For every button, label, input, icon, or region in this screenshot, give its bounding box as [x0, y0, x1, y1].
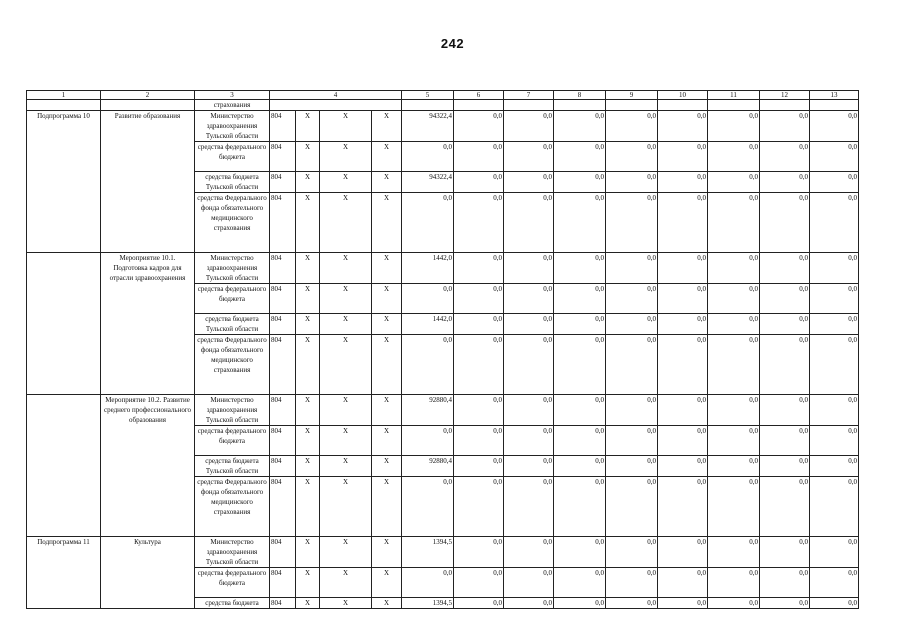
event-cell: Мероприятие 10.1. Подготовка кадров для отрасли здравоохранения — [101, 253, 195, 395]
value-cell: 0,0 — [658, 314, 708, 335]
value-cell: 0,0 — [708, 456, 760, 477]
x-cell: X — [372, 598, 402, 609]
source-cell: Министерство здравоохранения Тульской области — [195, 395, 270, 426]
value-cell: 0,0 — [810, 284, 859, 314]
source-cell: средства Федерального фонда обязательного медицинского страхования — [195, 335, 270, 395]
value-cell: 0,0 — [606, 426, 658, 456]
value-cell: 0,0 — [810, 172, 859, 193]
value-cell: 0,0 — [504, 142, 554, 172]
value-cell: 0,0 — [810, 395, 859, 426]
value-cell: 0,0 — [454, 395, 504, 426]
code-cell: 804 — [270, 568, 296, 598]
x-cell: X — [320, 253, 372, 284]
value-cell: 0,0 — [810, 598, 859, 609]
value-cell: 0,0 — [810, 426, 859, 456]
value-cell: 0,0 — [504, 395, 554, 426]
x-cell: X — [296, 456, 320, 477]
value-cell: 0,0 — [606, 193, 658, 253]
table-body — [27, 91, 859, 609]
value-cell: 0,0 — [810, 142, 859, 172]
value-cell: 0,0 — [504, 172, 554, 193]
source-cell: средства федерального бюджета — [195, 142, 270, 172]
value-cell: 0,0 — [708, 537, 760, 568]
page-number: 242 — [440, 36, 465, 51]
empty-cell — [708, 100, 760, 111]
source-cell: средства бюджета Тульской области — [195, 314, 270, 335]
value-cell: 0,0 — [504, 335, 554, 395]
value-cell: 0,0 — [554, 335, 606, 395]
x-cell: X — [372, 426, 402, 456]
value-cell: 0,0 — [606, 477, 658, 537]
x-cell: X — [372, 253, 402, 284]
value-cell: 0,0 — [504, 477, 554, 537]
value-cell: 0,0 — [760, 456, 810, 477]
total-cell: 0,0 — [402, 335, 454, 395]
x-cell: X — [372, 537, 402, 568]
total-cell: 0,0 — [402, 477, 454, 537]
table-row — [27, 111, 859, 142]
value-cell: 0,0 — [760, 335, 810, 395]
value-cell: 0,0 — [606, 456, 658, 477]
value-cell: 0,0 — [504, 111, 554, 142]
value-cell: 0,0 — [554, 568, 606, 598]
value-cell: 0,0 — [810, 335, 859, 395]
header-cell: 10 — [658, 91, 708, 100]
value-cell: 0,0 — [658, 477, 708, 537]
header-cell: 8 — [554, 91, 606, 100]
x-cell: X — [372, 284, 402, 314]
value-cell: 0,0 — [504, 537, 554, 568]
value-cell: 0,0 — [454, 477, 504, 537]
x-cell: X — [320, 314, 372, 335]
program-cell — [27, 100, 101, 111]
value-cell: 0,0 — [760, 395, 810, 426]
value-cell: 0,0 — [554, 598, 606, 609]
table-row — [27, 395, 859, 426]
value-cell: 0,0 — [454, 456, 504, 477]
value-cell: 0,0 — [708, 477, 760, 537]
value-cell: 0,0 — [708, 426, 760, 456]
value-cell: 0,0 — [708, 142, 760, 172]
value-cell: 0,0 — [554, 172, 606, 193]
value-cell: 0,0 — [658, 568, 708, 598]
value-cell: 0,0 — [810, 456, 859, 477]
x-cell: X — [320, 111, 372, 142]
value-cell: 0,0 — [454, 172, 504, 193]
header-cell: 2 — [101, 91, 195, 100]
empty-cell — [658, 100, 708, 111]
total-cell: 1442,0 — [402, 314, 454, 335]
empty-cell — [504, 100, 554, 111]
value-cell: 0,0 — [606, 395, 658, 426]
header-cell: 3 — [195, 91, 270, 100]
total-cell: 0,0 — [402, 193, 454, 253]
code-cell: 804 — [270, 172, 296, 193]
x-cell: X — [296, 335, 320, 395]
empty-cell — [760, 100, 810, 111]
total-cell: 0,0 — [402, 284, 454, 314]
value-cell: 0,0 — [708, 253, 760, 284]
x-cell: X — [320, 172, 372, 193]
source-cell: Министерство здравоохранения Тульской области — [195, 111, 270, 142]
x-cell: X — [320, 142, 372, 172]
x-cell: X — [372, 335, 402, 395]
value-cell: 0,0 — [708, 335, 760, 395]
x-cell: X — [320, 193, 372, 253]
x-cell: X — [372, 142, 402, 172]
value-cell: 0,0 — [658, 111, 708, 142]
value-cell: 0,0 — [760, 111, 810, 142]
x-cell: X — [320, 537, 372, 568]
x-cell: X — [296, 193, 320, 253]
value-cell: 0,0 — [454, 598, 504, 609]
header-cell: 11 — [708, 91, 760, 100]
x-cell: X — [320, 568, 372, 598]
value-cell: 0,0 — [658, 172, 708, 193]
value-cell: 0,0 — [760, 284, 810, 314]
x-cell: X — [372, 314, 402, 335]
source-cell: средства бюджета Тульской области — [195, 456, 270, 477]
value-cell: 0,0 — [504, 314, 554, 335]
value-cell: 0,0 — [454, 537, 504, 568]
value-cell: 0,0 — [658, 253, 708, 284]
source-cell: средства Федерального фонда обязательного медицинского страхования — [195, 193, 270, 253]
x-cell: X — [320, 335, 372, 395]
empty-cell — [270, 100, 402, 111]
budget-table — [26, 90, 859, 609]
header-cell: 12 — [760, 91, 810, 100]
value-cell: 0,0 — [810, 477, 859, 537]
empty-cell — [606, 100, 658, 111]
empty-cell — [554, 100, 606, 111]
total-cell: 92880,4 — [402, 395, 454, 426]
value-cell: 0,0 — [658, 142, 708, 172]
source-cell: средства федерального бюджета — [195, 284, 270, 314]
header-cell: 6 — [454, 91, 504, 100]
x-cell: X — [296, 477, 320, 537]
value-cell: 0,0 — [760, 142, 810, 172]
value-cell: 0,0 — [554, 426, 606, 456]
program-cell — [27, 395, 101, 537]
value-cell: 0,0 — [708, 568, 760, 598]
x-cell: X — [372, 568, 402, 598]
value-cell: 0,0 — [454, 426, 504, 456]
x-cell: X — [372, 456, 402, 477]
total-cell: 0,0 — [402, 142, 454, 172]
value-cell: 0,0 — [760, 568, 810, 598]
code-cell: 804 — [270, 111, 296, 142]
event-cell: Культура — [101, 537, 195, 609]
value-cell: 0,0 — [810, 537, 859, 568]
code-cell: 804 — [270, 253, 296, 284]
table-row — [27, 253, 859, 284]
value-cell: 0,0 — [658, 598, 708, 609]
value-cell: 0,0 — [708, 395, 760, 426]
value-cell: 0,0 — [708, 284, 760, 314]
total-cell: 0,0 — [402, 426, 454, 456]
value-cell: 0,0 — [554, 456, 606, 477]
value-cell: 0,0 — [454, 314, 504, 335]
value-cell: 0,0 — [708, 193, 760, 253]
code-cell: 804 — [270, 335, 296, 395]
value-cell: 0,0 — [554, 537, 606, 568]
value-cell: 0,0 — [658, 426, 708, 456]
program-cell — [27, 253, 101, 395]
value-cell: 0,0 — [554, 284, 606, 314]
value-cell: 0,0 — [504, 568, 554, 598]
source-cell: Министерство здравоохранения Тульской области — [195, 253, 270, 284]
x-cell: X — [320, 477, 372, 537]
value-cell: 0,0 — [554, 193, 606, 253]
event-cell — [101, 100, 195, 111]
value-cell: 0,0 — [606, 253, 658, 284]
x-cell: X — [372, 111, 402, 142]
code-cell: 804 — [270, 142, 296, 172]
value-cell: 0,0 — [760, 172, 810, 193]
program-cell: Подпрограмма 11 — [27, 537, 101, 609]
value-cell: 0,0 — [504, 253, 554, 284]
value-cell: 0,0 — [554, 111, 606, 142]
value-cell: 0,0 — [504, 284, 554, 314]
value-cell: 0,0 — [606, 111, 658, 142]
value-cell: 0,0 — [708, 111, 760, 142]
x-cell: X — [296, 172, 320, 193]
x-cell: X — [296, 253, 320, 284]
x-cell: X — [296, 111, 320, 142]
x-cell: X — [296, 395, 320, 426]
value-cell: 0,0 — [454, 111, 504, 142]
value-cell: 0,0 — [810, 193, 859, 253]
empty-cell — [454, 100, 504, 111]
x-cell: X — [320, 598, 372, 609]
x-cell: X — [296, 142, 320, 172]
code-cell: 804 — [270, 284, 296, 314]
value-cell: 0,0 — [606, 598, 658, 609]
value-cell: 0,0 — [504, 456, 554, 477]
x-cell: X — [372, 395, 402, 426]
value-cell: 0,0 — [708, 314, 760, 335]
value-cell: 0,0 — [504, 598, 554, 609]
value-cell: 0,0 — [606, 142, 658, 172]
code-cell: 804 — [270, 193, 296, 253]
value-cell: 0,0 — [554, 142, 606, 172]
x-cell: X — [296, 426, 320, 456]
value-cell: 0,0 — [454, 142, 504, 172]
x-cell: X — [320, 426, 372, 456]
source-cell: средства федерального бюджета — [195, 426, 270, 456]
value-cell: 0,0 — [606, 335, 658, 395]
event-cell: Развитие образования — [101, 111, 195, 253]
value-cell: 0,0 — [658, 193, 708, 253]
value-cell: 0,0 — [454, 253, 504, 284]
value-cell: 0,0 — [504, 426, 554, 456]
value-cell: 0,0 — [810, 253, 859, 284]
value-cell: 0,0 — [658, 284, 708, 314]
total-cell: 92880,4 — [402, 456, 454, 477]
table-row — [27, 537, 859, 568]
value-cell: 0,0 — [554, 253, 606, 284]
code-cell: 804 — [270, 426, 296, 456]
x-cell: X — [296, 568, 320, 598]
value-cell: 0,0 — [810, 111, 859, 142]
value-cell: 0,0 — [760, 314, 810, 335]
value-cell: 0,0 — [454, 193, 504, 253]
value-cell: 0,0 — [760, 598, 810, 609]
value-cell: 0,0 — [658, 395, 708, 426]
continuation-row — [27, 100, 859, 111]
header-cell: 5 — [402, 91, 454, 100]
value-cell: 0,0 — [606, 284, 658, 314]
value-cell: 0,0 — [760, 537, 810, 568]
total-cell: 94322,4 — [402, 172, 454, 193]
code-cell: 804 — [270, 456, 296, 477]
total-cell: 1394,5 — [402, 598, 454, 609]
value-cell: 0,0 — [760, 253, 810, 284]
source-cell: средства федерального бюджета — [195, 568, 270, 598]
value-cell: 0,0 — [810, 314, 859, 335]
total-cell: 94322,4 — [402, 111, 454, 142]
value-cell: 0,0 — [606, 568, 658, 598]
x-cell: X — [320, 284, 372, 314]
value-cell: 0,0 — [708, 172, 760, 193]
program-cell: Подпрограмма 10 — [27, 111, 101, 253]
x-cell: X — [320, 456, 372, 477]
value-cell: 0,0 — [708, 598, 760, 609]
code-cell: 804 — [270, 395, 296, 426]
x-cell: X — [296, 537, 320, 568]
value-cell: 0,0 — [504, 193, 554, 253]
header-cell: 9 — [606, 91, 658, 100]
source-cell: средства бюджета Тульской области — [195, 172, 270, 193]
x-cell: X — [320, 395, 372, 426]
source-cell: Министерство здравоохранения Тульской области — [195, 537, 270, 568]
value-cell: 0,0 — [760, 477, 810, 537]
value-cell: 0,0 — [606, 172, 658, 193]
x-cell: X — [372, 477, 402, 537]
x-cell: X — [296, 598, 320, 609]
x-cell: X — [372, 172, 402, 193]
total-cell: 1394,5 — [402, 537, 454, 568]
x-cell: X — [296, 314, 320, 335]
total-cell: 0,0 — [402, 568, 454, 598]
value-cell: 0,0 — [554, 395, 606, 426]
header-cell: 13 — [810, 91, 859, 100]
x-cell: X — [296, 284, 320, 314]
code-cell: 804 — [270, 598, 296, 609]
value-cell: 0,0 — [810, 568, 859, 598]
code-cell: 804 — [270, 537, 296, 568]
value-cell: 0,0 — [554, 314, 606, 335]
value-cell: 0,0 — [658, 537, 708, 568]
value-cell: 0,0 — [454, 284, 504, 314]
value-cell: 0,0 — [454, 335, 504, 395]
event-cell: Мероприятие 10.2. Развитие среднего профессионального образования — [101, 395, 195, 537]
value-cell: 0,0 — [658, 335, 708, 395]
code-cell: 804 — [270, 314, 296, 335]
total-cell: 1442,0 — [402, 253, 454, 284]
header-cell: 7 — [504, 91, 554, 100]
empty-cell — [402, 100, 454, 111]
source-cell: средства Федерального фонда обязательного медицинского страхования — [195, 477, 270, 537]
value-cell: 0,0 — [760, 426, 810, 456]
value-cell: 0,0 — [454, 568, 504, 598]
value-cell: 0,0 — [658, 456, 708, 477]
empty-cell — [810, 100, 859, 111]
code-cell: 804 — [270, 477, 296, 537]
value-cell: 0,0 — [554, 477, 606, 537]
value-cell: 0,0 — [606, 314, 658, 335]
value-cell: 0,0 — [760, 193, 810, 253]
header-row — [27, 91, 859, 100]
header-cell: 1 — [27, 91, 101, 100]
x-cell: X — [372, 193, 402, 253]
source-cell: страхования — [195, 100, 270, 111]
source-cell: средства бюджета — [195, 598, 270, 609]
header-cell: 4 — [270, 91, 402, 100]
value-cell: 0,0 — [606, 537, 658, 568]
